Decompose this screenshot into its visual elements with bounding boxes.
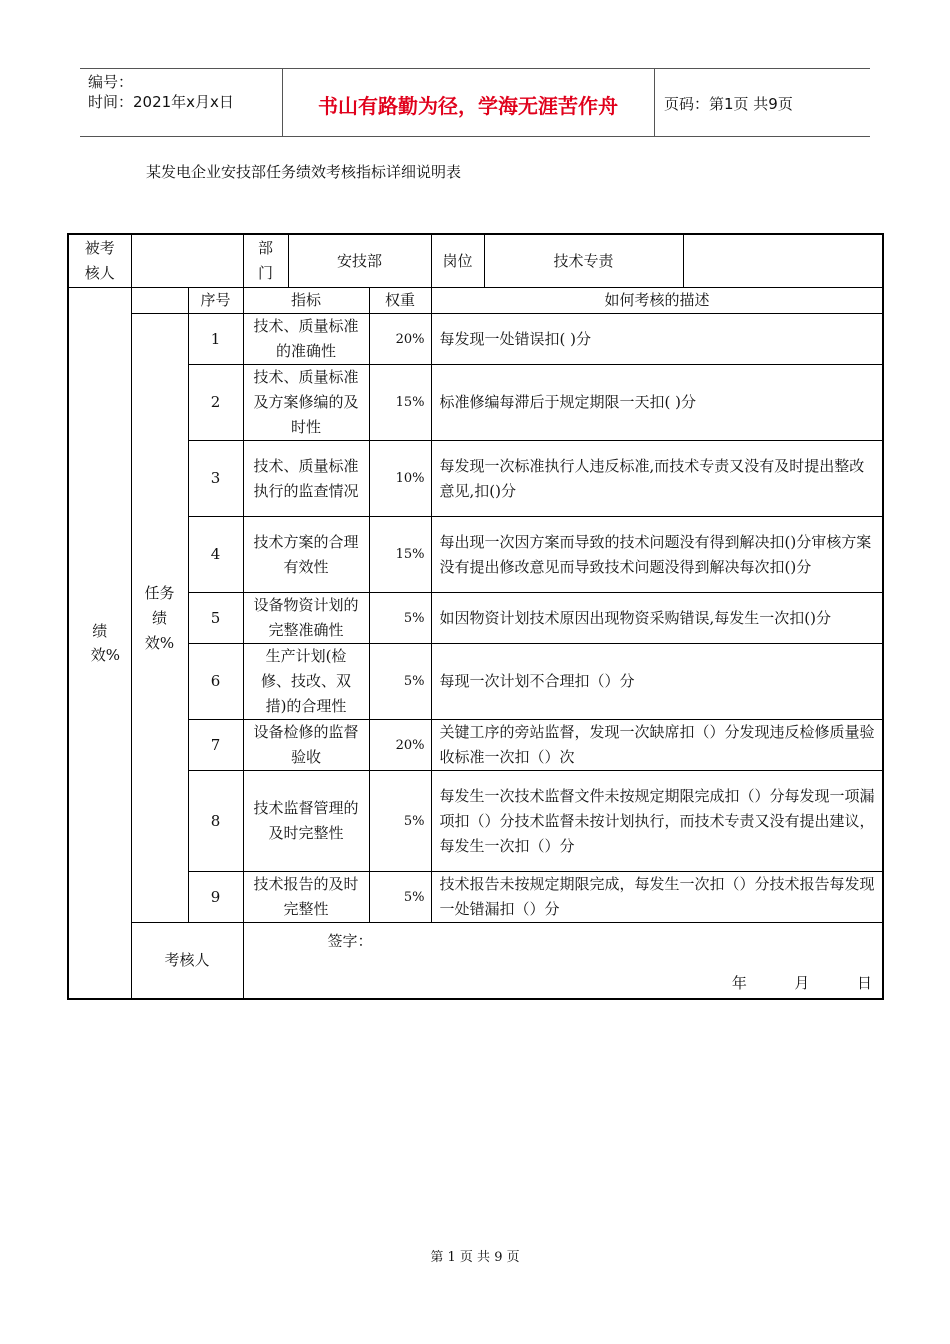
row-weight: 15% — [369, 365, 431, 441]
indicator-row — [68, 771, 883, 872]
row-no: 5 — [188, 593, 243, 644]
row-indicator: 技术、质量标准执行的监查情况 — [243, 441, 369, 517]
row-no: 9 — [188, 872, 243, 923]
row-weight: 5% — [369, 771, 431, 872]
row-description: 标准修编每滞后于规定期限一天扣( )分 — [431, 365, 883, 441]
header-divider-right — [654, 68, 655, 136]
assessee-row — [68, 234, 883, 288]
header-top-rule — [80, 68, 870, 69]
header-motto: 书山有路勤为径，学海无涯苦作舟 — [318, 94, 618, 118]
signature-cell[interactable] — [243, 923, 883, 999]
row-weight: 20% — [369, 314, 431, 365]
assessee-label: 被考核人 — [68, 234, 131, 288]
row-no: 7 — [188, 720, 243, 771]
row-weight: 20% — [369, 720, 431, 771]
header-meta — [88, 72, 234, 112]
row-indicator: 设备检修的监督验收 — [243, 720, 369, 771]
row-no: 1 — [188, 314, 243, 365]
row-indicator: 技术、质量标准的准确性 — [243, 314, 369, 365]
document-title: 某发电企业安技部任务绩效考核指标详细说明表 — [146, 163, 462, 181]
row-no: 6 — [188, 644, 243, 720]
performance-label: 绩效% — [90, 621, 121, 664]
col-header-weight: 权重 — [369, 288, 431, 314]
row-weight: 5% — [369, 644, 431, 720]
row-description: 每发现一次标准执行人违反标准,而技术专责又没有及时提出整改意见,扣()分 — [431, 441, 883, 517]
assessee-value[interactable] — [131, 234, 243, 288]
header-page-info: 页码：第1页 共9页 — [664, 95, 793, 113]
signature-date — [732, 971, 872, 996]
row-description: 每现一次计划不合理扣（）分 — [431, 644, 883, 720]
assessor-row — [68, 923, 883, 999]
indicator-row — [68, 720, 883, 771]
col-header-blank — [131, 288, 188, 314]
row-indicator: 技术监督管理的及时完整性 — [243, 771, 369, 872]
row-weight: 5% — [369, 593, 431, 644]
row-description: 每发现一处错误扣( )分 — [431, 314, 883, 365]
indicator-row — [68, 593, 883, 644]
row-weight: 5% — [369, 872, 431, 923]
col-header-description: 如何考核的描述 — [431, 288, 883, 314]
row-description: 关键工序的旁站监督，发现一次缺席扣（）分发现违反检修质量验收标准一次扣（）次 — [431, 720, 883, 771]
task-performance-label: 任务绩效% — [144, 583, 175, 652]
task-performance-cell — [131, 314, 188, 923]
date-month-label: 月 — [794, 973, 810, 992]
assessor-label: 考核人 — [131, 923, 243, 999]
indicator-row — [68, 441, 883, 517]
indicator-row — [68, 365, 883, 441]
dept-value: 安技部 — [288, 234, 431, 288]
post-value: 技术专责 — [553, 252, 614, 270]
indicator-row — [68, 517, 883, 593]
row-indicator: 设备物资计划的完整准确性 — [243, 593, 369, 644]
row-description: 每发生一次技术监督文件未按规定期限完成扣（）分每发现一项漏项扣（）分技术监督未按计划执行，而技术专责又没有提出建议，每发生一次扣（）分 — [431, 771, 883, 872]
indicator-row — [68, 872, 883, 923]
indicator-row — [68, 314, 883, 365]
header-time-label: 时间：2021年x月x日 — [88, 93, 234, 111]
signature-label: 签字： — [327, 932, 373, 950]
column-header-row — [68, 288, 883, 314]
row-indicator: 技术方案的合理有效性 — [243, 517, 369, 593]
post-label: 岗位 — [432, 235, 485, 287]
row-indicator: 技术报告的及时完整性 — [243, 872, 369, 923]
assessment-table — [67, 233, 884, 1000]
row-weight: 10% — [369, 441, 431, 517]
extra-value[interactable] — [683, 234, 883, 288]
row-no: 4 — [188, 517, 243, 593]
row-no: 2 — [188, 365, 243, 441]
post-cell — [431, 234, 683, 288]
indicator-row — [68, 644, 883, 720]
col-header-no: 序号 — [188, 288, 243, 314]
date-day-label: 日 — [857, 973, 873, 992]
dept-label: 部门 — [243, 234, 288, 288]
performance-label-cell — [68, 288, 131, 999]
col-header-indicator: 指标 — [243, 288, 369, 314]
row-description: 技术报告未按规定期限完成，每发生一次扣（）分技术报告每发现一处错漏扣（）分 — [431, 872, 883, 923]
row-no: 3 — [188, 441, 243, 517]
row-indicator: 技术、质量标准及方案修编的及时性 — [243, 365, 369, 441]
row-indicator: 生产计划(检修、技改、双措)的合理性 — [243, 644, 369, 720]
page-footer: 第 1 页 共 9 页 — [430, 1250, 520, 1265]
row-weight: 15% — [369, 517, 431, 593]
row-description: 每出现一次因方案而导致的技术问题没有得到解决扣()分审核方案没有提出修改意见而导致技术问题没得到解决每次扣()分 — [431, 517, 883, 593]
date-year-label: 年 — [731, 973, 747, 992]
row-no: 8 — [188, 771, 243, 872]
header-number-label: 编号： — [88, 73, 134, 91]
header-bottom-rule — [80, 136, 870, 137]
row-description: 如因物资计划技术原因出现物资采购错误,每发生一次扣()分 — [431, 593, 883, 644]
